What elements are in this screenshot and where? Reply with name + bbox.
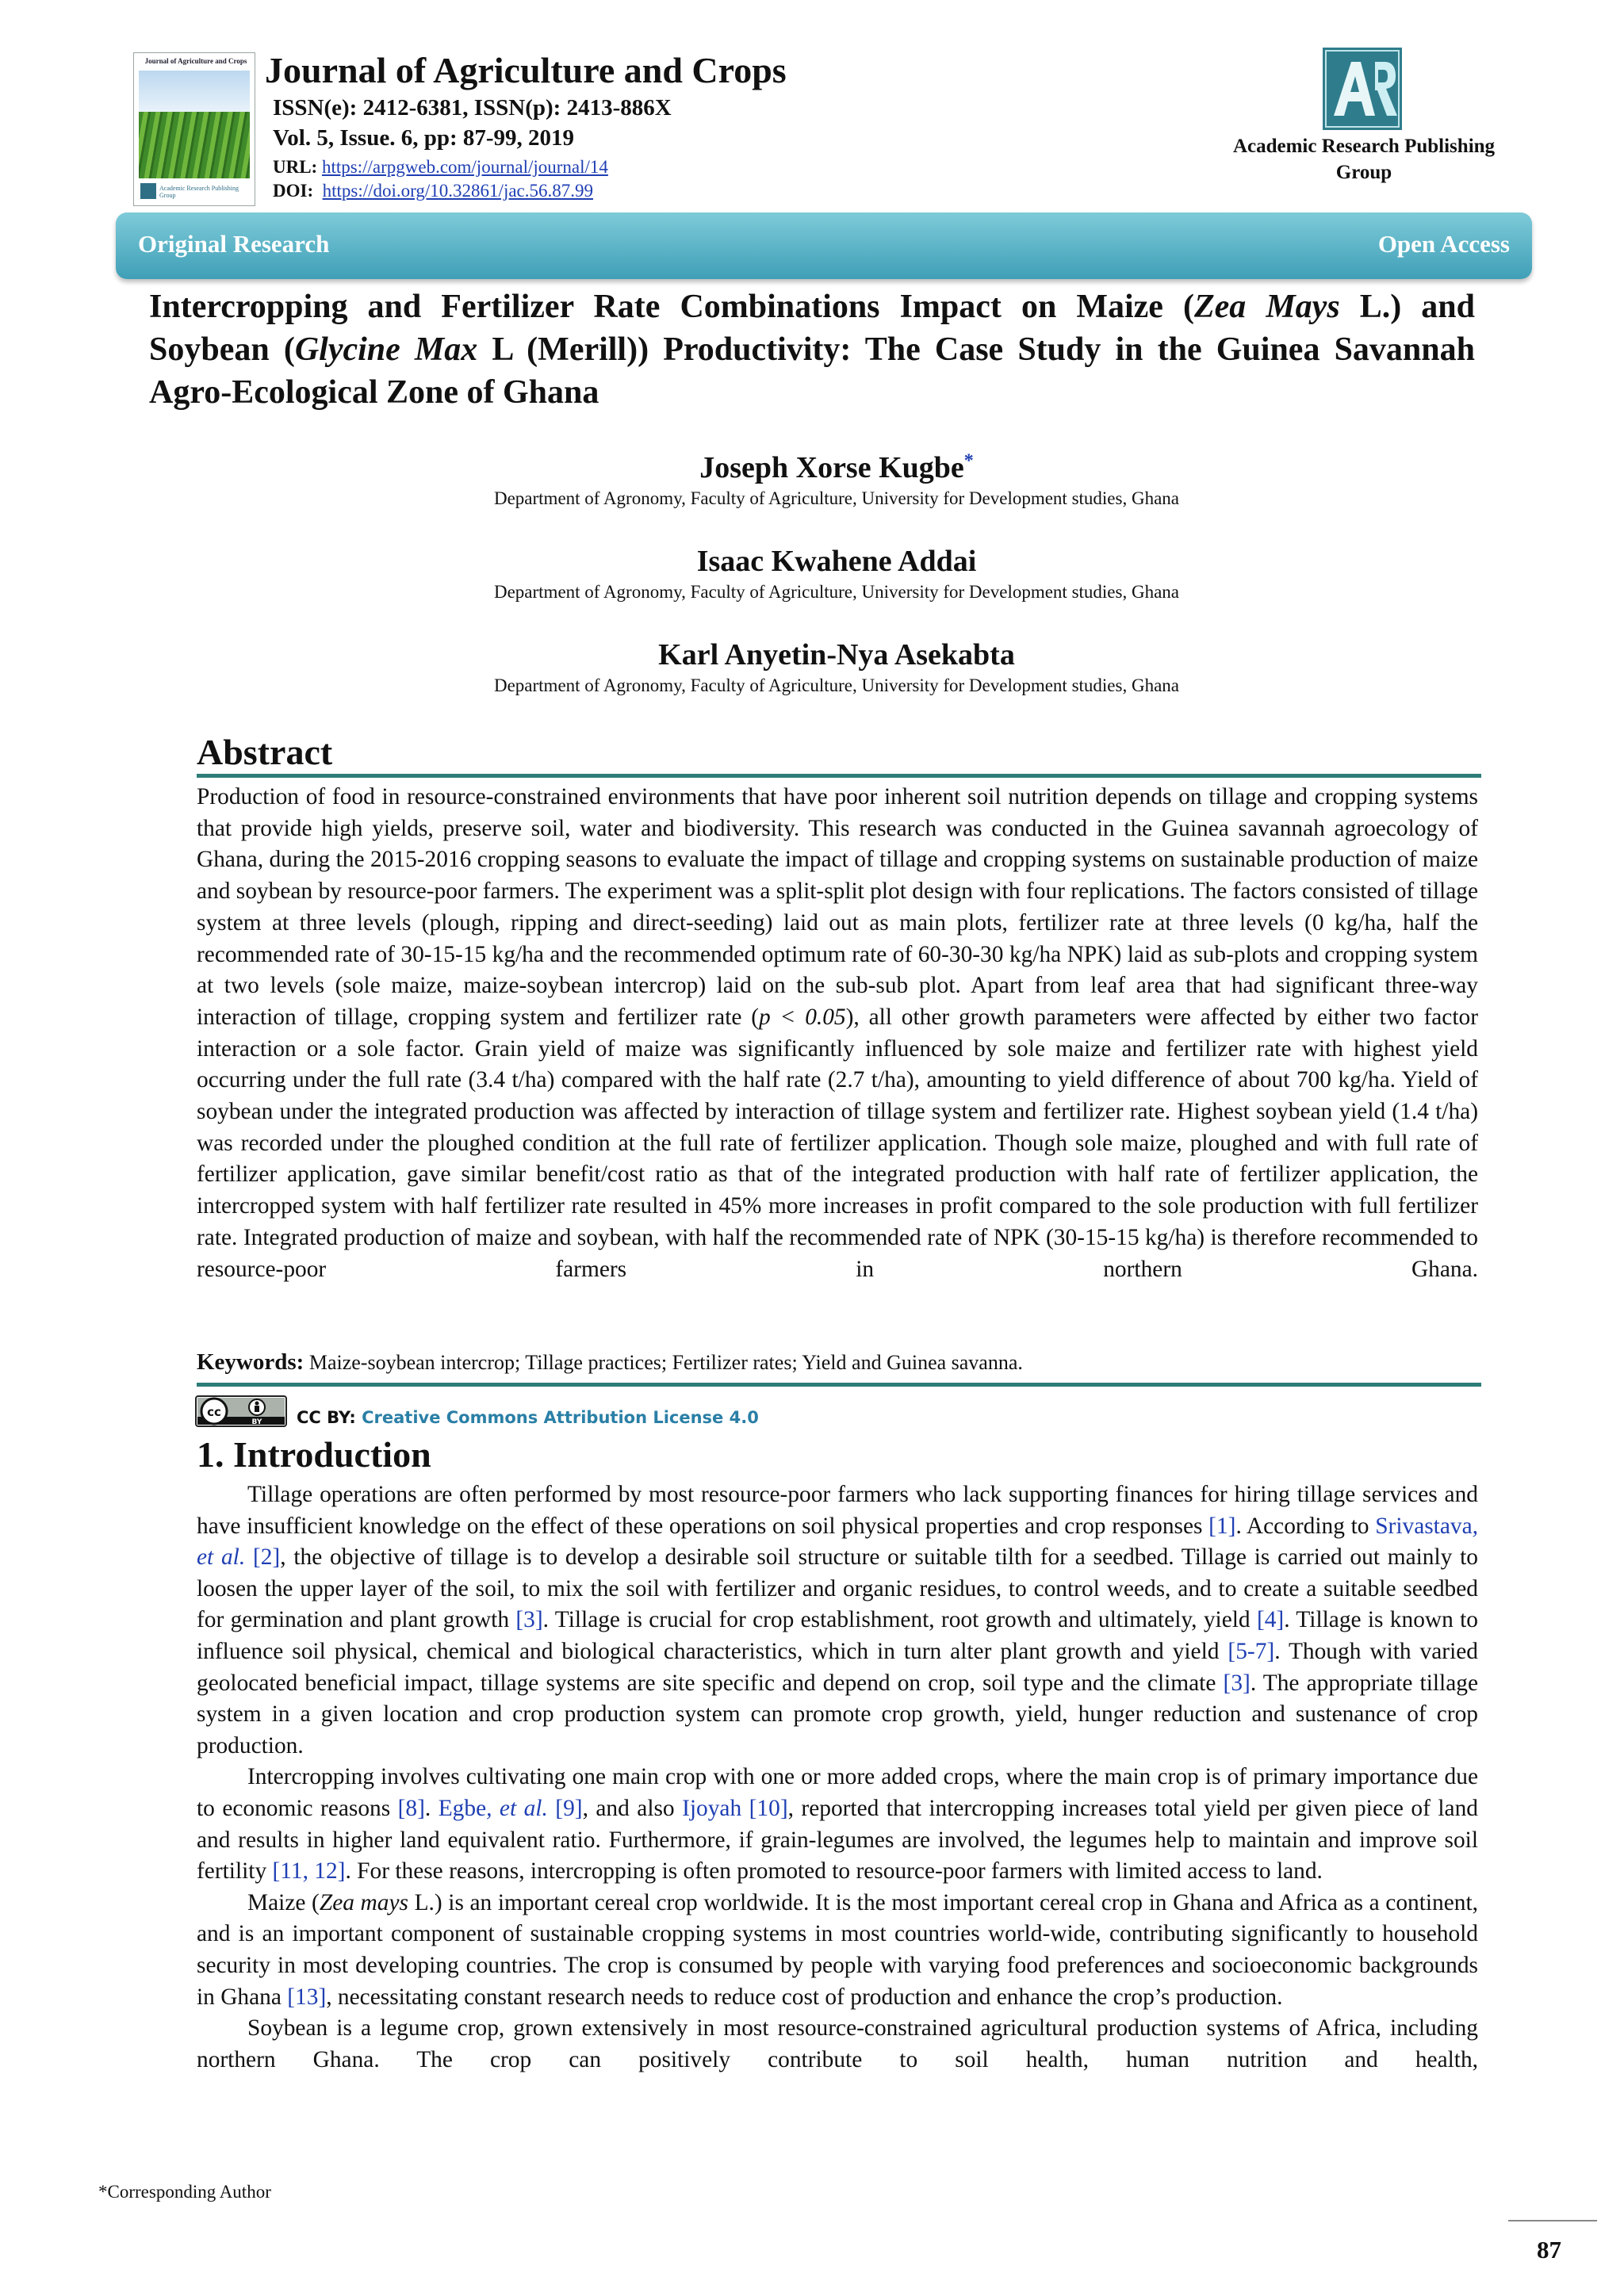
paragraph-text: . Though with varied geolocated beneficial impact, tillage systems are site specific and depend on crop, soil type and the climate (197, 1638, 1478, 1696)
author-name (0, 450, 1624, 485)
paragraph-text: . Tillage is crucial for crop establishment, root growth and ultimately, yield (542, 1607, 1257, 1633)
paragraph-text: , reported that intercropping increases total yield per given piece of land and results in higher land equivalent ratio. Furthermore, if grain-legumes are involved, the legumes help to maintain and improve soil fertility (197, 1795, 1478, 1885)
paragraph-text: L.) is an important cereal crop worldwide. It is the most important cereal crop in Ghana and Africa as a continent, and is an important component of sustainable cropping systems in most countries world-wide, contributing significantly to household security in most developing countries. The crop is consumed by people with varying food preferences and socioeconomic backgrounds in Ghana (197, 1889, 1478, 2010)
abstract-heading: Abstract (197, 732, 333, 772)
open-access-label: Open Access (1377, 230, 1510, 258)
keywords-label: Keywords: (197, 1349, 304, 1375)
paragraph-text: Tillage operations are often performed by most resource-poor farmers who lack supporting finances for hiring tillage services and have insufficient knowledge on the effect of these operations on soil physical properties and crop responses (197, 1482, 1478, 1539)
citation-etal: , et al. (486, 1795, 548, 1821)
citation-link[interactable]: [8] (397, 1795, 425, 1821)
corresponding-author-marker[interactable]: * (963, 450, 974, 472)
publisher-name (1205, 133, 1522, 186)
paragraph-text: Soybean is a legume crop, grown extensively in most resource-constrained agricultural production systems of Africa, including northern Ghana. The crop can positively contribute to soil health, human nutrition and health, (197, 2015, 1478, 2072)
citation-link[interactable]: [11, 12] (272, 1858, 346, 1885)
footer-rule (1508, 2220, 1597, 2221)
article-type-label: Original Research (138, 230, 330, 258)
citation-number: [2] (252, 1544, 281, 1571)
doi-line (273, 181, 593, 201)
author-affiliation: Department of Agronomy, Faculty of Agriculture, University for Development studies, Ghana (493, 582, 1179, 602)
article-type-banner (116, 212, 1532, 279)
paragraph-text: , necessitating constant research needs to reduce cost of production and enhance the crop’s production. (326, 1984, 1283, 2010)
author-name: Isaac Kwahene Addai (696, 545, 977, 578)
abstract-top-rule (197, 774, 1481, 778)
citation-author: Srivastava (1375, 1513, 1473, 1539)
citation-etal: , et al. (197, 1513, 1478, 1571)
paragraph-text: Intercropping involves cultivating one main crop with one or more added crops, where the main crop is of primary importance due to economic reasons (197, 1764, 1478, 1821)
doi-link[interactable]: https://doi.org/10.32861/jac.56.87.99 (322, 181, 593, 201)
paragraph-text: . (424, 1795, 439, 1821)
introduction-paragraph-3 (197, 1888, 1478, 2013)
author-name: Karl Anyetin-Nya Asekabta (658, 638, 1015, 672)
paragraph-text: , and also (582, 1795, 683, 1821)
keywords (197, 1349, 1478, 1376)
license-label: CC BY: (297, 1408, 356, 1427)
title-italic-segment: Zea Mays (1193, 289, 1340, 325)
title-segment: Intercropping and Fertilizer Rate Combinations Impact on Maize ( (149, 289, 1194, 325)
publisher-name-line1: Academic Research Publishing (1232, 136, 1496, 157)
url-line (273, 157, 608, 178)
paragraph-text: . Tillage is known to influence soil physical, chemical and biological characteristics, which in turn alter plant growth and yield (197, 1607, 1478, 1664)
journal-header (0, 0, 1624, 214)
cover-publisher-logo-icon (140, 183, 156, 199)
issn-line: ISSN(e): 2412-6381, ISSN(p): 2413-886X (273, 95, 672, 121)
abstract-bottom-rule (197, 1383, 1481, 1387)
citation-author: Egbe (438, 1795, 487, 1821)
journal-title: Journal of Agriculture and Crops (265, 50, 787, 90)
cc-badge-cc-text: cc (207, 1405, 221, 1419)
doi-label: DOI: (273, 181, 314, 201)
introduction-paragraph-1 (197, 1479, 1478, 1762)
title-italic-segment: Glycine Max (294, 331, 478, 368)
author-1-name: Joseph Xorse Kugbe (699, 451, 964, 484)
publisher-logo-icon (1323, 48, 1402, 130)
page-number: 87 (1537, 2236, 1561, 2263)
abstract-italic-segment: p < 0.05 (759, 1004, 846, 1030)
species-name: Zea mays (319, 1889, 408, 1915)
paragraph-text: . According to (1235, 1513, 1376, 1539)
citation-link[interactable]: [3] (515, 1607, 543, 1633)
volume-line: Vol. 5, Issue. 6, pp: 87-99, 2019 (273, 125, 575, 151)
author-affiliation: Department of Agronomy, Faculty of Agriculture, University for Development studies, Ghana (493, 488, 1179, 508)
title-segment: L (Merill)) Productivity: The Case Study in the Guinea Savannah Agro-Ecological Zone of Ghana (149, 331, 1476, 411)
cc-badge-by-text: BY (251, 1418, 262, 1426)
article-title (149, 285, 1475, 414)
citation-link[interactable]: [4] (1256, 1607, 1285, 1633)
introduction-paragraph-4 (197, 2013, 1478, 2076)
license-line (297, 1408, 759, 1427)
citation-link[interactable] (439, 1796, 583, 1821)
publisher-name-line2: Group (1335, 162, 1392, 183)
citation-link[interactable]: [13] (287, 1984, 327, 2010)
cc-by-badge-icon[interactable] (195, 1395, 287, 1427)
abstract-text (197, 782, 1478, 1285)
abstract-segment: ), all other growth parameters were affected by either two factor interaction or a sole factor. Grain yield of maize was significantly influenced by sole maize and fertilizer rate with highest yield occurring under the full rate (3.4 t/ha) compared with the half rate (2.7 t/ha), amounting to yield difference of about 700 kg/ha. Yield of soybean under the integrated production was affected by interaction of tillage system and fertilizer rate. Highest soybean yield (1.4 t/ha) was recorded under the ploughed condition at the full rate of fertilizer application. Though sole maize, ploughed and with full rate of fertilizer application, gave similar benefit/cost ratio as that of the integrated production with half rate of fertilizer application, the intercropped system with half fertilizer rate resulted in 45% more increases in profit compared to the sole production with full fertilizer rate. Integrated production of maize and soybean, with half the recommended rate of NPK (30-15-15 kg/ha) is therefore recommended to resource-poor farmers in northern Ghana. (197, 1004, 1478, 1282)
corresponding-author-footnote: *Corresponding Author (98, 2182, 271, 2202)
introduction-paragraph-2 (197, 1762, 1478, 1887)
author-affiliation: Department of Agronomy, Faculty of Agriculture, University for Development studies, Ghana (493, 675, 1179, 695)
keywords-list: Maize-soybean intercrop; Tillage practices; Fertilizer rates; Yield and Guinea savanna. (308, 1351, 1023, 1374)
introduction-body (197, 1479, 1478, 2076)
citation-number: [9] (555, 1795, 583, 1821)
url-label: URL: (273, 157, 318, 177)
journal-url-link[interactable]: https://arpgweb.com/journal/journal/14 (321, 157, 608, 177)
cover-crop-field (139, 112, 250, 178)
cover-sky (139, 71, 250, 112)
license-link[interactable]: Creative Commons Attribution License 4.0 (362, 1408, 759, 1427)
paragraph-text: Maize ( (247, 1889, 320, 1915)
citation-link[interactable]: Ijoyah [10] (682, 1795, 788, 1821)
citation-link[interactable]: [3] (1223, 1670, 1251, 1696)
title-segment: L.) and Soybean ( (149, 289, 1475, 368)
cover-title: Journal of Agriculture and Crops (144, 57, 247, 65)
paragraph-text: . For these reasons, intercropping is often promoted to resource-poor farmers with limited access to land. (345, 1858, 1323, 1885)
journal-cover-image (133, 52, 255, 206)
introduction-heading: 1. Introduction (197, 1434, 431, 1475)
citation-link[interactable]: [1] (1208, 1513, 1236, 1539)
abstract-segment: Production of food in resource-constrained environments that have poor inherent soil nutrition depends on tillage and cropping systems that provide high yields, preserve soil, water and biodiversity. This research was conducted in the Guinea savannah agroecology of Ghana, during the 2015-2016 cropping seasons to evaluate the impact of tillage and cropping systems on sustainable production of maize and soybean by resource-poor farmers. The experiment was a split-split plot design with four replications. The factors consisted of tillage system at three levels (plough, ripping and direct-seeding) laid out as main plots, fertilizer rate at three levels (0 kg/ha, half the recommended rate of 30-15-15 kg/ha and the recommended optimum rate of 60-30-30 kg/ha NPK) laid as sub-plots and cropping system at two levels (sole maize, maize-soybean intercrop) laid on the sub-sub plot. Apart from leaf area that had significant three-way interaction of tillage, cropping system and fertilizer rate ( (197, 784, 1478, 1030)
cover-publisher: Academic Research Publishing Group (159, 185, 239, 199)
paragraph-text: , the objective of tillage is to develop a desirable soil structure or suitable tilth for a seedbed. Tillage is carried out mainly to loosen the upper layer of the soil, to mix the soil with fertilizer and organic residues, to control weeds, and to create a suitable seedbed for germination and plant growth (197, 1544, 1478, 1633)
citation-link[interactable]: [5-7] (1228, 1638, 1275, 1664)
paragraph-text: . The appropriate tillage system in a given location and crop production system can promote crop growth, yield, hunger reduction and sustenance of crop production. (197, 1670, 1478, 1758)
